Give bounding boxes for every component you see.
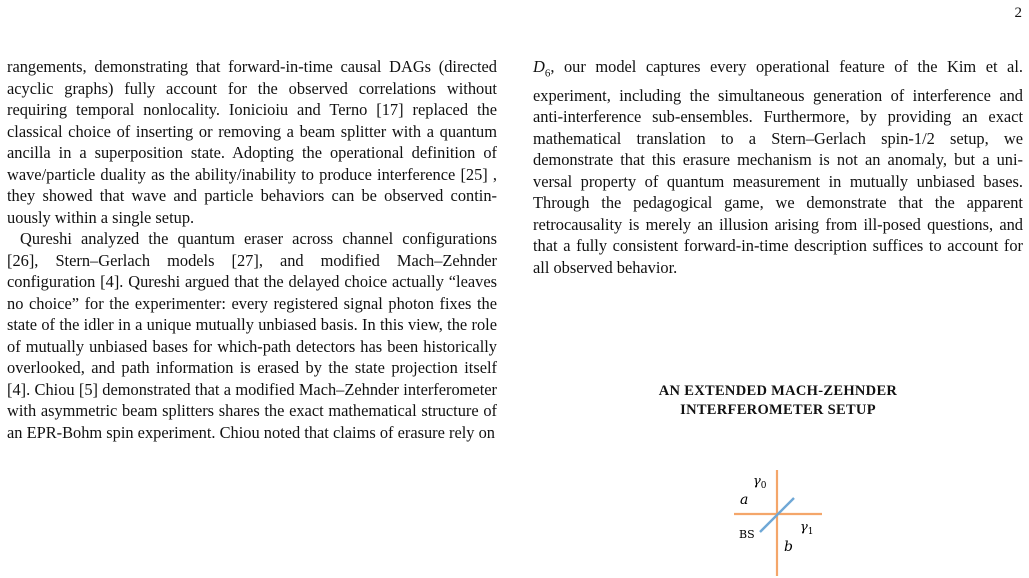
d6-symbol: D	[533, 57, 545, 76]
page-number: 2	[1014, 5, 1022, 21]
section-heading-line-1: AN EXTENDED MACH-ZEHNDER	[658, 383, 898, 399]
label-b: b	[784, 539, 793, 555]
right-paragraph-1-text: , our model captures every operational feature of the Kim et al. experiment, including the simultaneous generation of interference and anti-interference sub-ensembles. Furthermore, by providing an exact mathematical translation to a Stern–Gerlach spin-1/2 setup, we demonstrate that this erasure mechanism is not an anomaly, but a universal property of quantum measurement in mutually unbiased bases. Through the pedagogical game, we demonstrate that the apparent retrocausality is merely an illusion arising from ill-posed questions, and that a fully consistent forward-in-time description suffices to account for all observed behavior.	[533, 57, 1023, 277]
interferometer-figure	[720, 462, 840, 578]
left-paragraph-1: rangements, demonstrating that forward-in-time causal DAGs (directed acyclic graphs) fully account for the observed correlations without requiring temporal nonlocality. Ionicioiu and Terno [17] replaced the classical choice of inserting or removing a beam splitter with a quantum ancilla in a superposition state. Adopting the operational definition of wave/particle duality as the ability/inability to produce interference [25] , they showed that wave and particle behaviors can be observed continuously within a single setup.	[7, 57, 497, 227]
right-paragraph-1	[533, 56, 1023, 278]
label-a: a	[740, 492, 749, 508]
d6-subscript: 6	[544, 67, 551, 80]
label-gamma0: $\gamma_0$	[753, 474, 767, 491]
section-heading-line-2: INTERFEROMETER SETUP	[680, 402, 876, 418]
label-gamma1: $\gamma_1$	[800, 520, 814, 537]
left-paragraph-2: Qureshi analyzed the quantum eraser across channel configurations [26], Stern–Gerlach models [27], and modified Mach–Zehnder configuration [4]. Qureshi argued that the delayed choice actually “leaves no choice” for the experimenter: every registered signal photon fixes the state of the idler in a unique mutually unbiased basis. In this view, the role of mutually unbiased bases for which-path detectors has been historically overlooked, and path information is erased by the state projection itself [4]. Chiou [5] demonstrated that a modified Mach–Zehnder interferometer with asymmetric beam splitters shares the exact mathematical structure of an EPR-Bohm spin experiment. Chiou noted that claims of erasure rely on	[7, 229, 497, 442]
left-column	[7, 56, 497, 443]
interferometer-diagram	[720, 462, 840, 578]
label-bs: BS	[739, 528, 755, 541]
section-heading	[533, 382, 1023, 420]
right-column	[533, 56, 1023, 278]
